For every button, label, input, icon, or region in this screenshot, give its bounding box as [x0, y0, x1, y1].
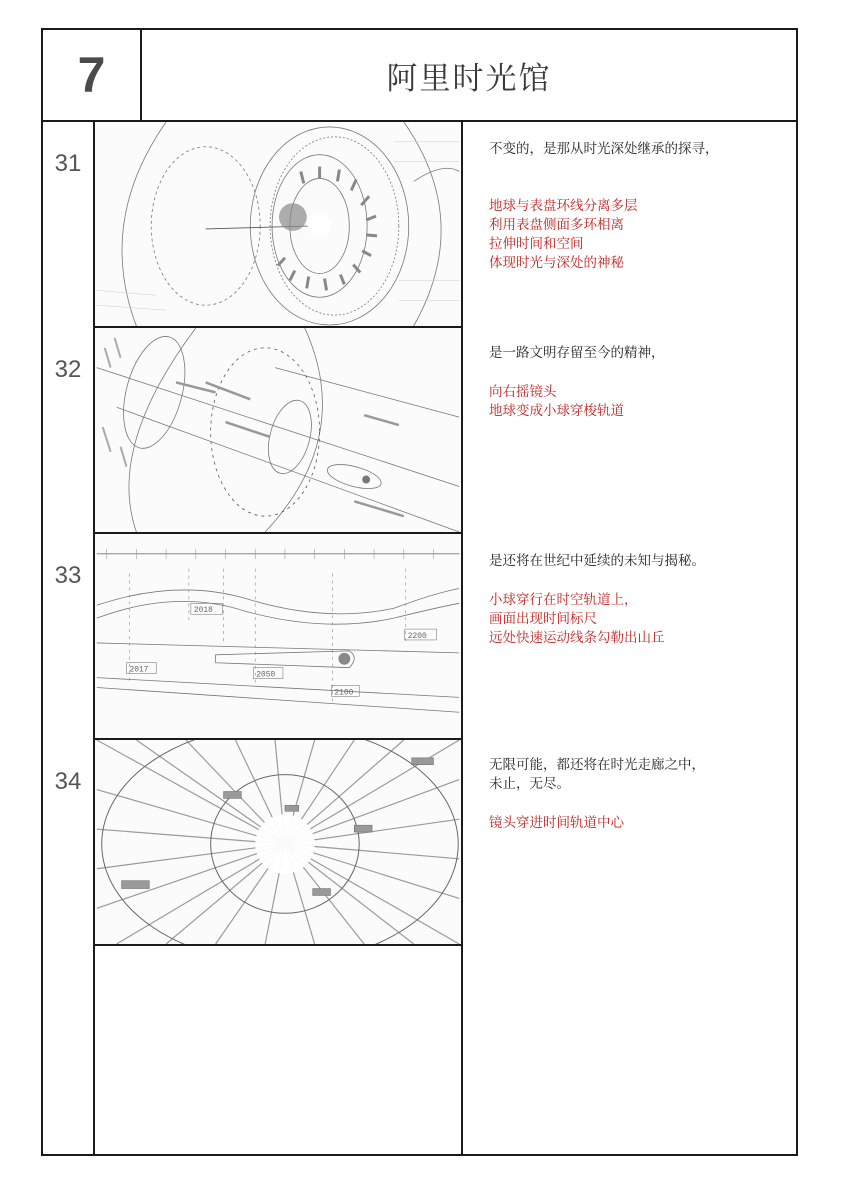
- shot-number: 31: [54, 150, 82, 177]
- shot-notes-31: [489, 140, 809, 273]
- dialog-line: 是一路文明存留至今的精神，: [489, 345, 665, 361]
- dialog-line: 未止，无尽。: [489, 776, 570, 792]
- direction-line: 体现时光与深处的神秘: [489, 255, 624, 271]
- sketch-frame-33: [95, 534, 461, 740]
- direction-line: 拉伸时间和空间: [489, 236, 584, 252]
- direction-line: 地球与表盘环线分离多层: [489, 198, 638, 214]
- page-title: 阿里时光馆: [386, 60, 552, 97]
- shot-number-column: [43, 122, 95, 1154]
- direction-line: 小球穿行在时空轨道上，: [489, 592, 638, 608]
- sketch-column: [95, 122, 463, 1154]
- storyboard-sheet: [41, 28, 798, 1156]
- shot-number: 33: [54, 562, 82, 589]
- shot-notes-34: [489, 756, 809, 833]
- title-cell: [142, 30, 796, 120]
- sketch-label: 2017: [129, 665, 149, 675]
- dialog-line: 是还将在世纪中延续的未知与揭秘。: [489, 553, 705, 569]
- page-number: 7: [77, 47, 106, 103]
- sketch-frame-32: [95, 328, 461, 534]
- shot-number: 32: [54, 356, 82, 383]
- sketch-frame-34: [95, 740, 461, 946]
- sketch-label: 2018: [193, 606, 213, 616]
- direction-line: 画面出现时间标尺: [489, 611, 597, 627]
- earth-and-dial-rings-sketch: [95, 122, 461, 326]
- sketch-label: 2050: [256, 670, 276, 680]
- direction-line: 向右摇镜头: [489, 384, 557, 400]
- timeline-ruler-track-sketch: [95, 534, 461, 738]
- dialog-line: 不变的，是那从时光深处继承的探寻，: [489, 141, 719, 157]
- sketch-label: 2100: [334, 688, 354, 698]
- sketch-label: 2200: [407, 631, 427, 641]
- pan-right-orbit-ball-sketch: [95, 328, 461, 532]
- direction-line: 地球变成小球穿梭轨道: [489, 403, 624, 419]
- radial-tunnel-center-sketch: [95, 740, 461, 944]
- shot-notes-33: [489, 552, 809, 648]
- shot-notes-32: [489, 344, 809, 421]
- direction-line: 利用表盘侧面多环相离: [489, 217, 624, 233]
- storyboard-header: [43, 30, 796, 122]
- dialog-line: 无限可能，都还将在时光走廊之中，: [489, 757, 705, 773]
- direction-line: 远处快速运动线条勾勒出山丘: [489, 630, 665, 646]
- sketch-frame-31: [95, 122, 461, 328]
- shot-number: 34: [54, 768, 82, 795]
- direction-line: 镜头穿进时间轨道中心: [489, 815, 624, 831]
- page-number-cell: [43, 30, 142, 120]
